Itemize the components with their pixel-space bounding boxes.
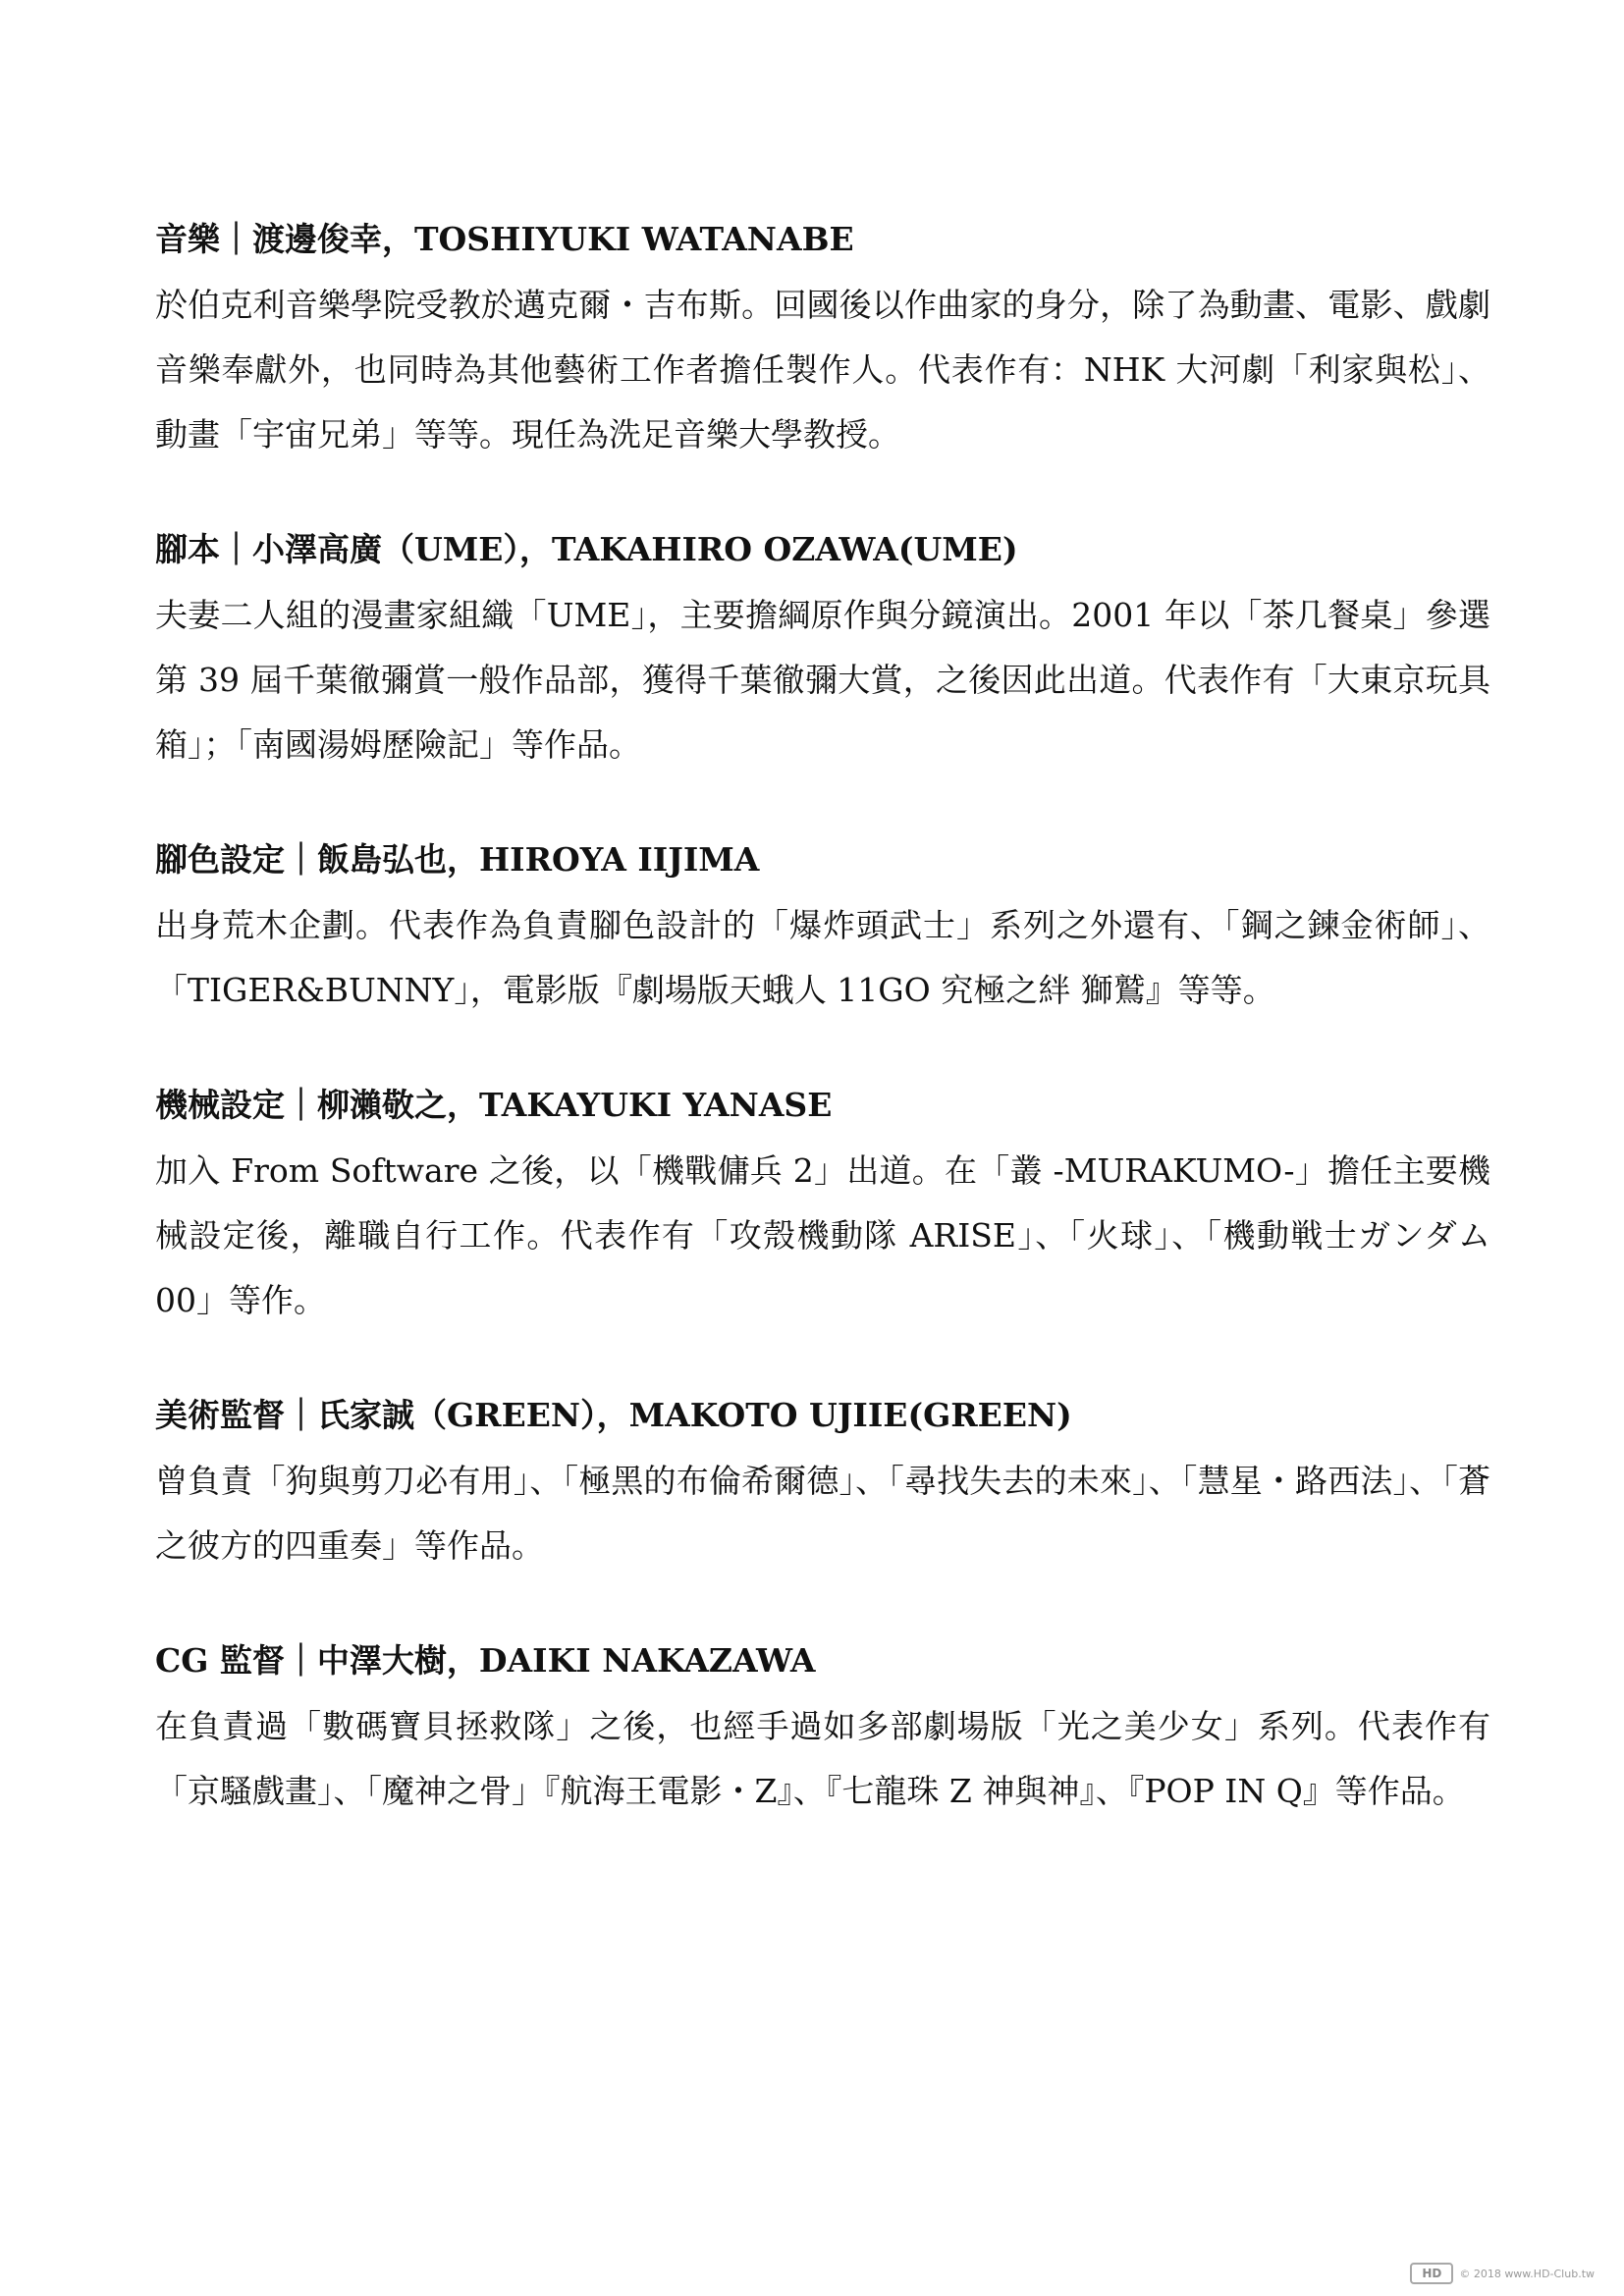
section-body: 在負責過「數碼寶貝拯救隊」之後，也經手過如多部劇場版「光之美少女」系列。代表作有「京騷戲畫」、「魔神之骨」『航海王電影・Z』、『七龍珠 Z 神與神』、『POP IN Q』等作品。 (155, 1707, 1490, 1810)
credit-section-script (155, 524, 1490, 777)
section-body: 於伯克利音樂學院受教於邁克爾・吉布斯。回國後以作曲家的身分，除了為動畫、電影、戲劇音樂奉獻外，也同時為其他藝術工作者擔任製作人。代表作有：NHK 大河劇「利家與松」、動畫「宇宙兄弟」等等。現任為洗足音樂大學教授。 (155, 286, 1490, 454)
section-heading: 機械設定｜柳瀨敬之，TAKAYUKI YANASE (155, 1086, 833, 1124)
section-heading: 美術監督｜氏家誠（GREEN），MAKOTO UJIIE(GREEN) (155, 1396, 1072, 1434)
section-body: 加入 From Software 之後，以「機戰傭兵 2」出道。在「叢 -MURAKUMO-」擔任主要機械設定後，離職自行工作。代表作有「攻殼機動隊 ARISE」、「火球」、「機動戦士ガンダム 00」等作。 (155, 1151, 1490, 1319)
credit-section-music (155, 214, 1490, 467)
credit-section-mechanical-design (155, 1080, 1490, 1333)
watermark-text: © 2018 www.HD-Club.tw (1459, 2267, 1595, 2280)
credit-section-cg-director (155, 1635, 1490, 1824)
section-body: 曾負責「狗與剪刀必有用」、「極黑的布倫希爾德」、「尋找失去的未來」、「慧星・路西法」、「蒼之彼方的四重奏」等作品。 (155, 1462, 1490, 1565)
credit-section-art-director (155, 1390, 1490, 1578)
section-heading: 腳色設定｜飯島弘也，HIROYA IIJIMA (155, 840, 760, 879)
section-body: 夫妻二人組的漫畫家組織「UME」，主要擔綱原作與分鏡演出。2001 年以「茶几餐桌」參選第 39 屆千葉徹彌賞一般作品部，獲得千葉徹彌大賞，之後因此出道。代表作有「大東京玩具箱」；「南國湯姆歷險記」等作品。 (155, 596, 1490, 764)
section-heading: CG 監督｜中澤大樹，DAIKI NAKAZAWA (155, 1641, 816, 1680)
watermark-logo-icon: HD (1410, 2263, 1453, 2284)
section-heading: 腳本｜小澤高廣（UME），TAKAHIRO OZAWA(UME) (155, 530, 1018, 568)
credit-section-character-design (155, 834, 1490, 1023)
watermark (1410, 2263, 1595, 2284)
credits-list (155, 214, 1490, 1881)
section-heading: 音樂｜渡邊俊幸，TOSHIYUKI WATANABE (155, 220, 854, 258)
section-body: 出身荒木企劃。代表作為負責腳色設計的「爆炸頭武士」系列之外還有、「鋼之鍊金術師」、「TIGER&BUNNY」，電影版『劇場版天蛾人 11GO 究極之絆 獅鷲』等等。 (155, 906, 1490, 1009)
